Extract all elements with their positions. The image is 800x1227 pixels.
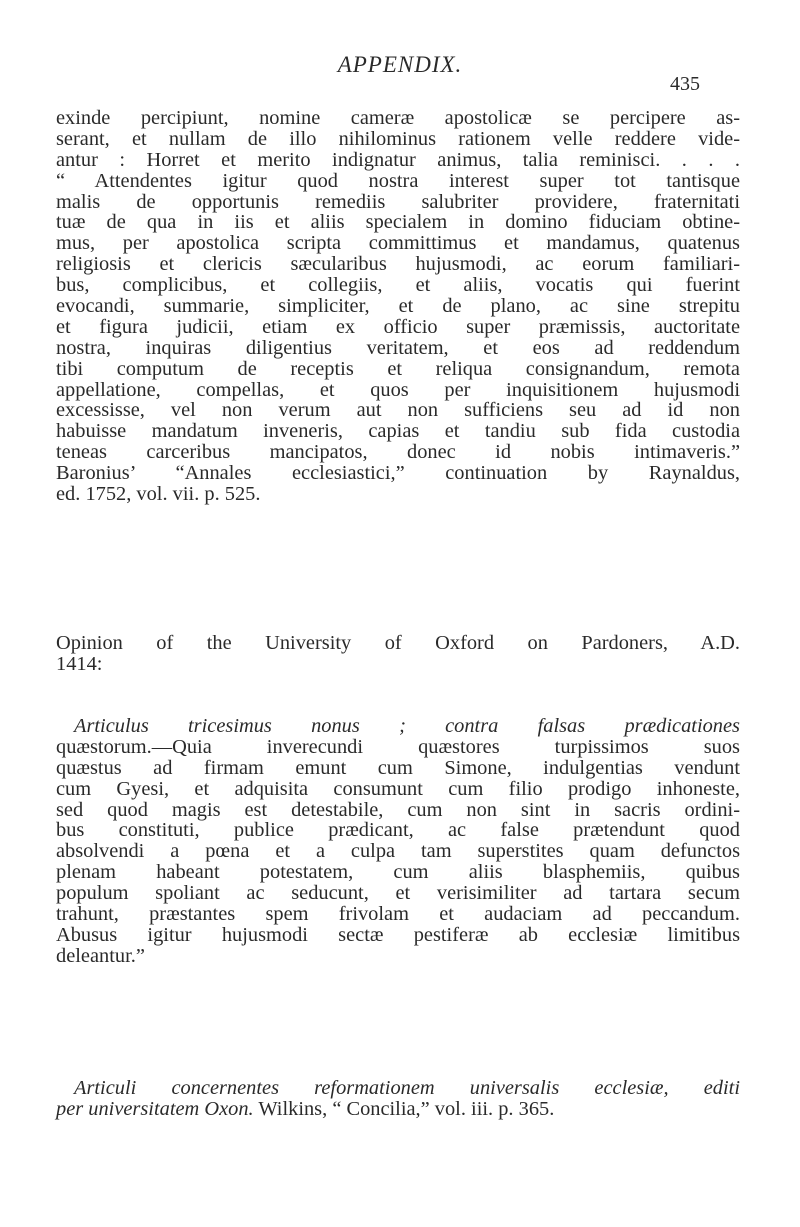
article-title: Articulus tricesimus nonus ; contra falsas prædicationes	[74, 715, 740, 737]
page-number: 435	[670, 73, 700, 95]
citation	[56, 1078, 740, 1120]
text-line: mus, per apostolica scripta committimus et mandamus, quatenus	[56, 232, 740, 255]
text-line: habuisse mandatum inveneris, capias et tandiu sub fida custodia	[56, 420, 740, 443]
text-line: cum Gyesi, et adquisita consumunt cum filio prodigo inhoneste,	[56, 777, 740, 800]
text-line: nostra, inquiras diligentius veritatem, et eos ad reddendum	[56, 336, 740, 359]
running-head: APPENDIX.	[337, 52, 463, 77]
text-line: appellatione, compellas, et quos per inquisitionem hujusmodi	[56, 378, 740, 401]
heading-line: 1414:	[56, 652, 103, 675]
text-line: absolvendi a pœna et a culpa tam superstites quam defunctos	[56, 840, 740, 863]
text-line: et figura judicii, etiam ex officio super præmissis, auctoritate	[56, 315, 740, 338]
text-line: Baronius’ “Annales ecclesiastici,” continuation by Raynaldus,	[56, 462, 740, 485]
text-line: serant, et nullam de illo nihilominus rationem velle reddere vide-	[56, 127, 740, 150]
text-line: bus constituti, publice prædicant, ac false prætendunt quod	[56, 819, 740, 842]
text-line: populum spoliant ac seducunt, et verisimiliter ad tartara secum	[56, 882, 740, 905]
text-line: bus, complicibus, et collegiis, et aliis, vocatis qui fuerint	[56, 274, 740, 297]
citation-source-line	[56, 1099, 740, 1120]
text-line: malis de opportunis remediis salubriter providere, fraternitati	[56, 190, 740, 213]
oxford-article-paragraph	[56, 716, 740, 967]
opinion-heading	[56, 633, 740, 675]
text-line: trahunt, præstantes spem frivolam et audaciam ad peccandum.	[56, 903, 740, 926]
text-line: quæstus ad firmam emunt cum Simone, indulgentias vendunt	[56, 756, 740, 779]
text-line: teneas carceribus mancipatos, donec id nobis intimaveris.”	[56, 441, 740, 464]
text-line: excessisse, vel non verum aut non sufficiens seu ad id non	[56, 399, 740, 422]
text-line: Abusus igitur hujusmodi sectæ pestiferæ ab ecclesiæ limitibus	[56, 923, 740, 946]
papal-letter-paragraph	[56, 108, 740, 505]
text-line: plenam habeant potestatem, cum aliis blasphemiis, quibus	[56, 861, 740, 884]
text-line: “ Attendentes igitur quod nostra interest super tot tantisque	[56, 169, 740, 192]
citation-title: Articuli concernentes reformationem universalis ecclesiæ, editi	[74, 1077, 740, 1099]
text-line: religiosis et clericis sæcularibus hujusmodi, ac eorum familiari-	[56, 253, 740, 276]
text-line: tuæ de qua in iis et aliis specialem in domino fiduciam obtine-	[56, 211, 740, 234]
text-line: quæstorum.—Quia inverecundi quæstores turpissimos suos	[56, 735, 740, 758]
text-line: ed. 1752, vol. vii. p. 525.	[56, 483, 261, 506]
text-line: sed quod magis est detestabile, cum non sint in sacris ordini-	[56, 798, 740, 821]
text-line: exinde percipiunt, nomine cameræ apostolicæ se percipere as-	[56, 107, 740, 129]
text-line: deleantur.”	[56, 944, 145, 967]
citation-editor: per universitatem Oxon.	[56, 1097, 254, 1120]
text-line: tibi computum de receptis et reliqua consignandum, remota	[56, 357, 740, 380]
citation-reference: Wilkins, “ Concilia,” vol. iii. p. 365.	[253, 1097, 555, 1120]
text-line: evocandi, summarie, simpliciter, et de plano, ac sine strepitu	[56, 295, 740, 318]
heading-line: Opinion of the University of Oxford on Pardoners, A.D.	[56, 632, 740, 654]
text-line: antur : Horret et merito indignatur animus, talia reminisci. . . .	[56, 148, 740, 171]
